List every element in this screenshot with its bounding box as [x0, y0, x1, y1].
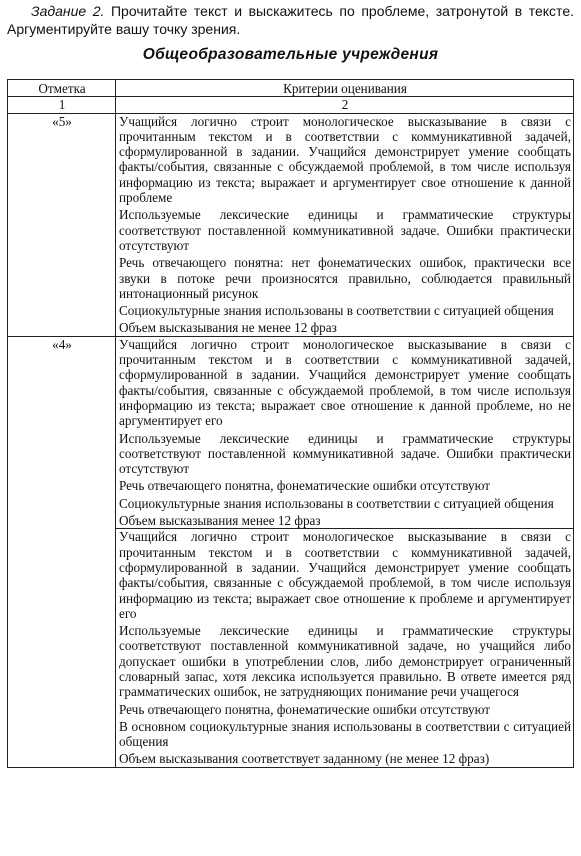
criterion-text: Учащийся логично строит монологическое высказывание в связи с прочитанным текстом и в соответствии с коммуникативной задачей, сформулированной в задании. Учащийся демонстрирует умение сообщать факты/события, связанные с обсуждаемой проблемой, в том числе используя информацию из текста; выражает свое отношение к данной проблеме, но не аргументирует его: [119, 336, 571, 429]
criterion-text: Объем высказывания соответствует заданному (не менее 12 фраз): [119, 751, 490, 767]
criterion-text: Речь отвечающего понятна: нет фонематических ошибок, практически все звуки в потоке речи произносятся правильно, соблюдается правильный интонационный рисунок: [119, 255, 571, 301]
column-number-1: 1: [8, 97, 116, 113]
criteria-cell: [116, 336, 574, 529]
criteria-cell: [116, 113, 574, 336]
table-row: [8, 113, 574, 336]
header-criteria: Критерии оценивания: [116, 80, 574, 97]
criterion-text: Учащийся логично строит монологическое высказывание в связи с прочитанным текстом и в соответствии с коммуникативной задачей, сформулированной в задании. Учащийся демонстрирует умение сообщать факты/события, связанные с обсуждаемой проблемой, в том числе используя информацию из текста; выражает свое отношение к проблеме и аргументирует его: [119, 529, 571, 621]
criterion-text: Объем высказывания не менее 12 фраз: [119, 320, 337, 336]
criterion-text: Социокультурные знания использованы в соответствии с ситуацией общения: [119, 303, 554, 319]
criterion-text: Речь отвечающего понятна, фонематические ошибки отсутствуют: [119, 701, 491, 717]
column-number-2: 2: [116, 97, 574, 113]
criterion-text: Используемые лексические единицы и грамматические структуры соответствуют поставленной коммуникативной задаче. Ошибки практически отсутствуют: [119, 430, 571, 477]
criterion-text: Используемые лексические единицы и грамматические структуры соответствуют поставленной коммуникативной задаче. Ошибки практически отсутствуют: [119, 207, 571, 253]
criterion-text: Речь отвечающего понятна, фонематические ошибки отсутствуют: [119, 478, 491, 494]
criteria-cell: [116, 529, 574, 767]
mark-cell: «4»: [8, 336, 116, 767]
task-text: Прочитайте текст и выскажитесь по проблеме, затронутой в тексте. Аргументируйте вашу точку зрения.: [7, 3, 574, 37]
page-title: Общеобразовательные учреждения: [142, 46, 439, 63]
table-row: [8, 336, 574, 529]
criterion-text: Объем высказывания менее 12 фраз: [119, 513, 321, 529]
criterion-text: Социокультурные знания использованы в соответствии с ситуацией общения: [119, 495, 554, 511]
header-mark: Отметка: [8, 80, 116, 97]
task-paragraph: [7, 2, 574, 38]
criterion-text: Используемые лексические единицы и грамматические структуры соответствуют поставленной коммуникативной задаче, но учащийся либо допускает ошибки в употреблении слов, либо демонстрирует ограниченный словарный запас, хотя лексика используется правильно. В ответе имеется ряд грамматических ошибок, не затрудняющих понимание речи учащегося: [119, 623, 571, 700]
table-number-row: [8, 97, 574, 113]
table-header-row: [8, 80, 574, 97]
mark-cell: «5»: [8, 113, 116, 336]
criterion-text: В основном социокультурные знания использованы в соответствии с ситуацией общения: [119, 718, 571, 750]
task-lead: Задание 2.: [31, 3, 105, 19]
criterion-text: Учащийся логично строит монологическое высказывание в связи с прочитанным текстом и в соответствии с коммуникативной задачей, сформулированной в задании. Учащийся демонстрирует умение сообщать факты/события, связанные с обсуждаемой проблемой, в том числе используя информацию из текста; выражает и аргументирует свое отношение к данной проблеме: [119, 113, 571, 206]
criteria-table: [7, 79, 574, 768]
